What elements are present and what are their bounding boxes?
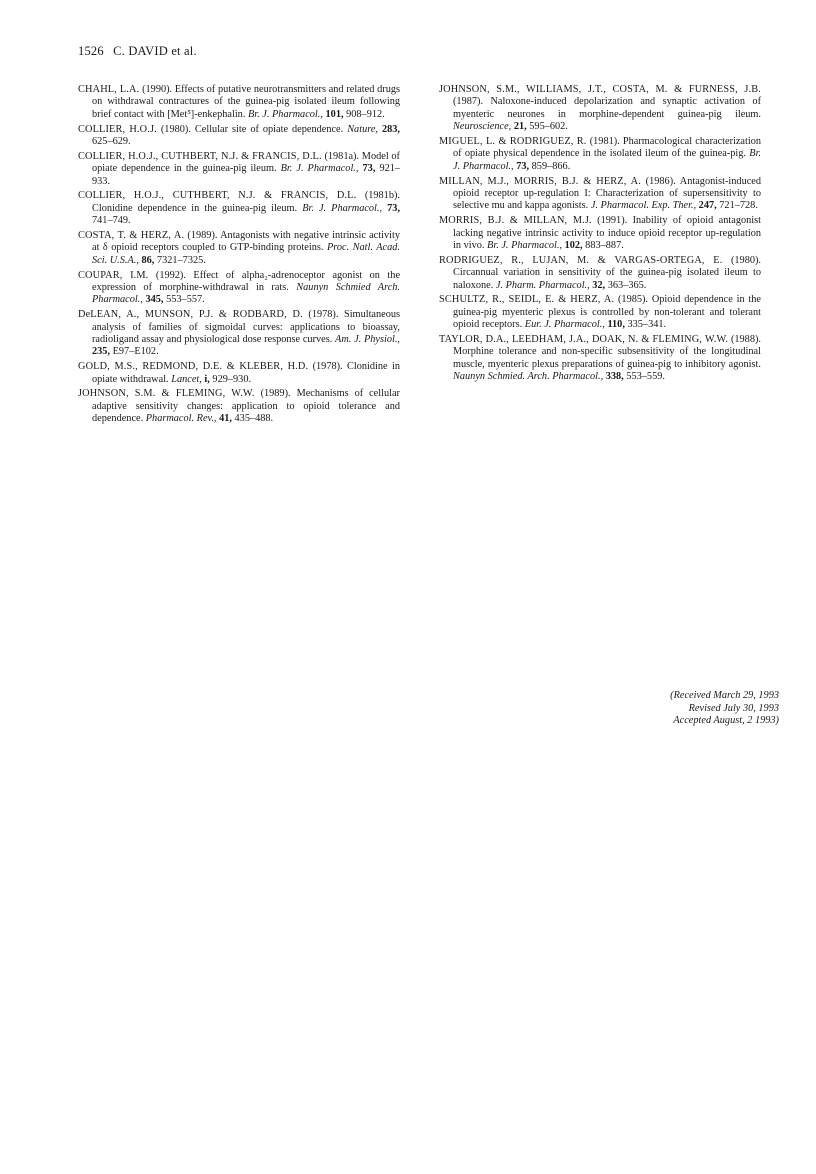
reference-title: Clonidine in opiate withdrawal. [92,361,401,385]
reference-year: (1989). [187,230,218,242]
reference-volume: 338, [605,371,624,383]
reference-authors: TAYLOR, D.A., LEEDHAM, J.A., DOAK, N. & FLEMING, W.W. [439,334,729,346]
reference-item [78,230,400,267]
running-title: C. DAVID et al. [113,44,197,58]
reference-title: Opioid dependence in the guinea-pig myenteric plexus is controlled by non-tolerant and tolerant opioid receptors. [453,294,761,331]
reference-pages: 363–365. [607,279,647,291]
reference-item [78,270,400,307]
manuscript-dates [560,690,779,728]
reference-item [439,215,761,252]
reference-title: Effects of putative neurotransmitters and related drugs on withdrawal contractures of the guinea-pig isolated ileum following brief contact with [Met⁵]-enkephalin. [92,84,400,120]
reference-pages: E97–E102. [112,346,159,358]
reference-item [439,255,761,292]
reference-journal: J. Pharmacol. Exp. Ther., [590,200,697,212]
reference-volume: 345, [145,294,164,306]
reference-journal: Naunyn Schmied. Arch. Pharmacol., [453,371,604,383]
reference-title: Circannual variation in sensitivity of the guinea-pig isolated ileum to naloxone. [453,267,761,291]
reference-pages: 335–341. [627,319,667,331]
reference-journal: Eur. J. Pharmacol., [524,319,605,331]
reference-title: Mechanisms of cellular adaptive sensitivity changes: application to opioid tolerance and dependence. [92,388,400,425]
reference-authors: DeLEAN, A., MUNSON, P.J. & RODBARD, D. [78,309,303,321]
reference-item [78,151,400,188]
reference-title: Morphine tolerance and non-specific subsensitivity of the longitudinal muscle, myenteric plexus preparations of guinea-pig to inhibitory agonist. [453,346,761,370]
reference-pages: 553–557. [166,294,205,306]
reference-item [78,84,400,121]
reference-pages: 625–629. [92,136,131,148]
reference-year: (1985). [618,294,649,306]
reference-journal: Nature, [347,123,378,135]
reference-year: (1981). [589,136,620,148]
reference-title: Naloxone-induced depolarization and synaptic activation of myenteric neurones in morphine-dependent guinea-pig ileum. [453,96,762,120]
reference-volume: 86, [141,254,155,266]
reference-year: (1978). [312,361,343,373]
reference-authors: MIGUEL, L. & RODRIGUEZ, R. [439,136,587,148]
running-head [78,44,197,59]
reference-pages: 741–749. [92,215,131,227]
reference-volume: 102, [564,240,583,252]
reference-volume: 235, [92,346,111,358]
reference-volume: 41, [219,413,232,425]
reference-year: (1990). [142,84,173,95]
reference-pages: 553–559. [626,371,665,383]
reference-volume: i, [204,373,210,385]
reference-volume: 247, [698,200,717,212]
reference-item [78,309,400,359]
reference-authors: COSTA, T. & HERZ, A. [78,230,185,242]
reference-pages: 595–602. [529,121,568,133]
reference-item [78,388,400,425]
reference-journal: Am. J. Physiol., [335,334,400,346]
reference-title: Clonidine dependence in the guinea-pig ileum. [92,202,298,214]
reference-year: (1991). [597,215,628,227]
accepted-date: Accepted August, 2 1993) [673,715,779,727]
reference-volume: 21, [513,121,527,133]
reference-journal: Br. J. Pharmacol., [453,148,762,172]
reference-journal: Br. J. Pharmacol., [487,240,562,252]
reference-pages: 721–728. [719,200,758,212]
reference-authors: JOHNSON, S.M., WILLIAMS, J.T., COSTA, M. & FURNESS, J.B. [439,84,761,95]
reference-journal: Br. J. Pharmacol., [280,163,359,175]
reference-journal: Proc. Natl. Acad. Sci. U.S.A., [92,242,400,266]
reference-authors: MILLAN, M.J., MORRIS, B.J. & HERZ, A. [439,175,641,187]
reference-authors: RODRIGUEZ, R., LUJAN, M. & VARGAS-ORTEGA, E. [439,254,723,266]
reference-year: (1980). [730,254,762,266]
page-number: 1526 [78,44,104,58]
reference-authors: COLLIER, H.O.J., CUTHBERT, N.J. & FRANCIS, D.L. [78,190,357,202]
reference-title: Cellular site of opiate dependence. [194,123,344,135]
reference-authors: COLLIER, H.O.J. [78,123,157,135]
reference-pages: 929–930. [212,373,252,385]
reference-pages: 908–912. [346,108,385,120]
reference-item [439,176,761,213]
reference-volume: 101, [325,108,344,120]
reference-item [78,361,400,386]
reference-volume: 32, [592,279,606,291]
reference-item [439,84,761,134]
reference-authors: GOLD, M.S., REDMOND, D.E. & KLEBER, H.D. [78,361,309,373]
reference-authors: JOHNSON, S.M. & FLEMING, W.W. [78,388,255,400]
reference-title: Simultaneous analysis of families of sigmoidal curves: applications to bioassay, radioligand assay and physiological dose response curves. [92,309,401,346]
reference-authors: MORRIS, B.J. & MILLAN, M.J. [439,215,592,227]
reference-title: Inability of opioid antagonist lacking negative intrinsic activity to induce opioid receptor up-regulation in vivo. [453,215,761,252]
reference-title: Antagonist-induced opioid receptor up-regulation I: Characterization of supersensitivity to selective mu and kappa agonists. [453,175,762,212]
reference-journal: J. Pharm. Pharmacol., [495,279,590,291]
reference-pages: 435–488. [234,413,274,425]
reference-item [78,190,400,227]
reference-year: (1989). [260,388,291,400]
reference-pages: 7321–7325. [156,254,206,266]
reference-volume: 283, [381,123,400,135]
reference-year: (1988). [730,334,761,346]
reference-volume: 110, [607,319,625,331]
reference-authors: SCHULTZ, R., SEIDL, E. & HERZ, A. [439,294,615,306]
reference-authors: CHAHL, L.A. [78,84,140,95]
reference-year: (1981a). [324,150,360,162]
reference-title: Pharmacological characterization of opiate physical dependence in the isolated ileum of the guinea-pig. [453,136,762,160]
reference-item [439,136,761,173]
reference-journal: Naunyn Schmied Arch. Pharmacol., [92,282,401,306]
received-date: (Received March 29, 1993 [670,690,779,701]
reference-volume: 73, [362,163,376,175]
reference-title: Antagonists with negative intrinsic activity at δ opioid receptors coupled to GTP-binding proteins. [92,230,400,254]
reference-authors: COLLIER, H.O.J., CUTHBERT, N.J. & FRANCIS, D.L. [78,150,322,162]
reference-journal: Lancet, [171,373,202,385]
reference-journal: Pharmacol. Rev., [145,413,217,425]
reference-pages: 921–933. [92,163,401,187]
references-left-column [78,84,400,428]
reference-title: Effect of alpha₂-adrenoceptor agonist on the expression of morphine-withdrawal in rats. [92,269,401,294]
reference-item [439,334,761,384]
reference-authors: COUPAR, I.M. [78,269,149,281]
reference-pages: 883–887. [585,240,624,252]
reference-journal: Br. J. Pharmacol., [302,202,383,214]
reference-volume: 73, [516,160,530,172]
reference-year: (1986). [645,175,676,187]
reference-volume: 73, [387,202,401,214]
references-right-column [439,84,761,386]
reference-year: (1992). [155,269,186,281]
reference-item [439,294,761,331]
reference-journal: Neuroscience, [453,121,512,133]
reference-journal: Br. J. Pharmacol., [248,108,323,120]
revised-date: Revised July 30, 1993 [688,702,779,714]
reference-year: (1981b). [364,190,400,202]
reference-year: (1987). [453,96,484,108]
reference-title: Model of opiate dependence in the guinea-pig ileum. [92,150,400,175]
reference-year: (1980). [160,123,191,135]
reference-year: (1978). [308,309,339,321]
reference-pages: 859–866. [531,160,571,172]
reference-item [78,124,400,149]
